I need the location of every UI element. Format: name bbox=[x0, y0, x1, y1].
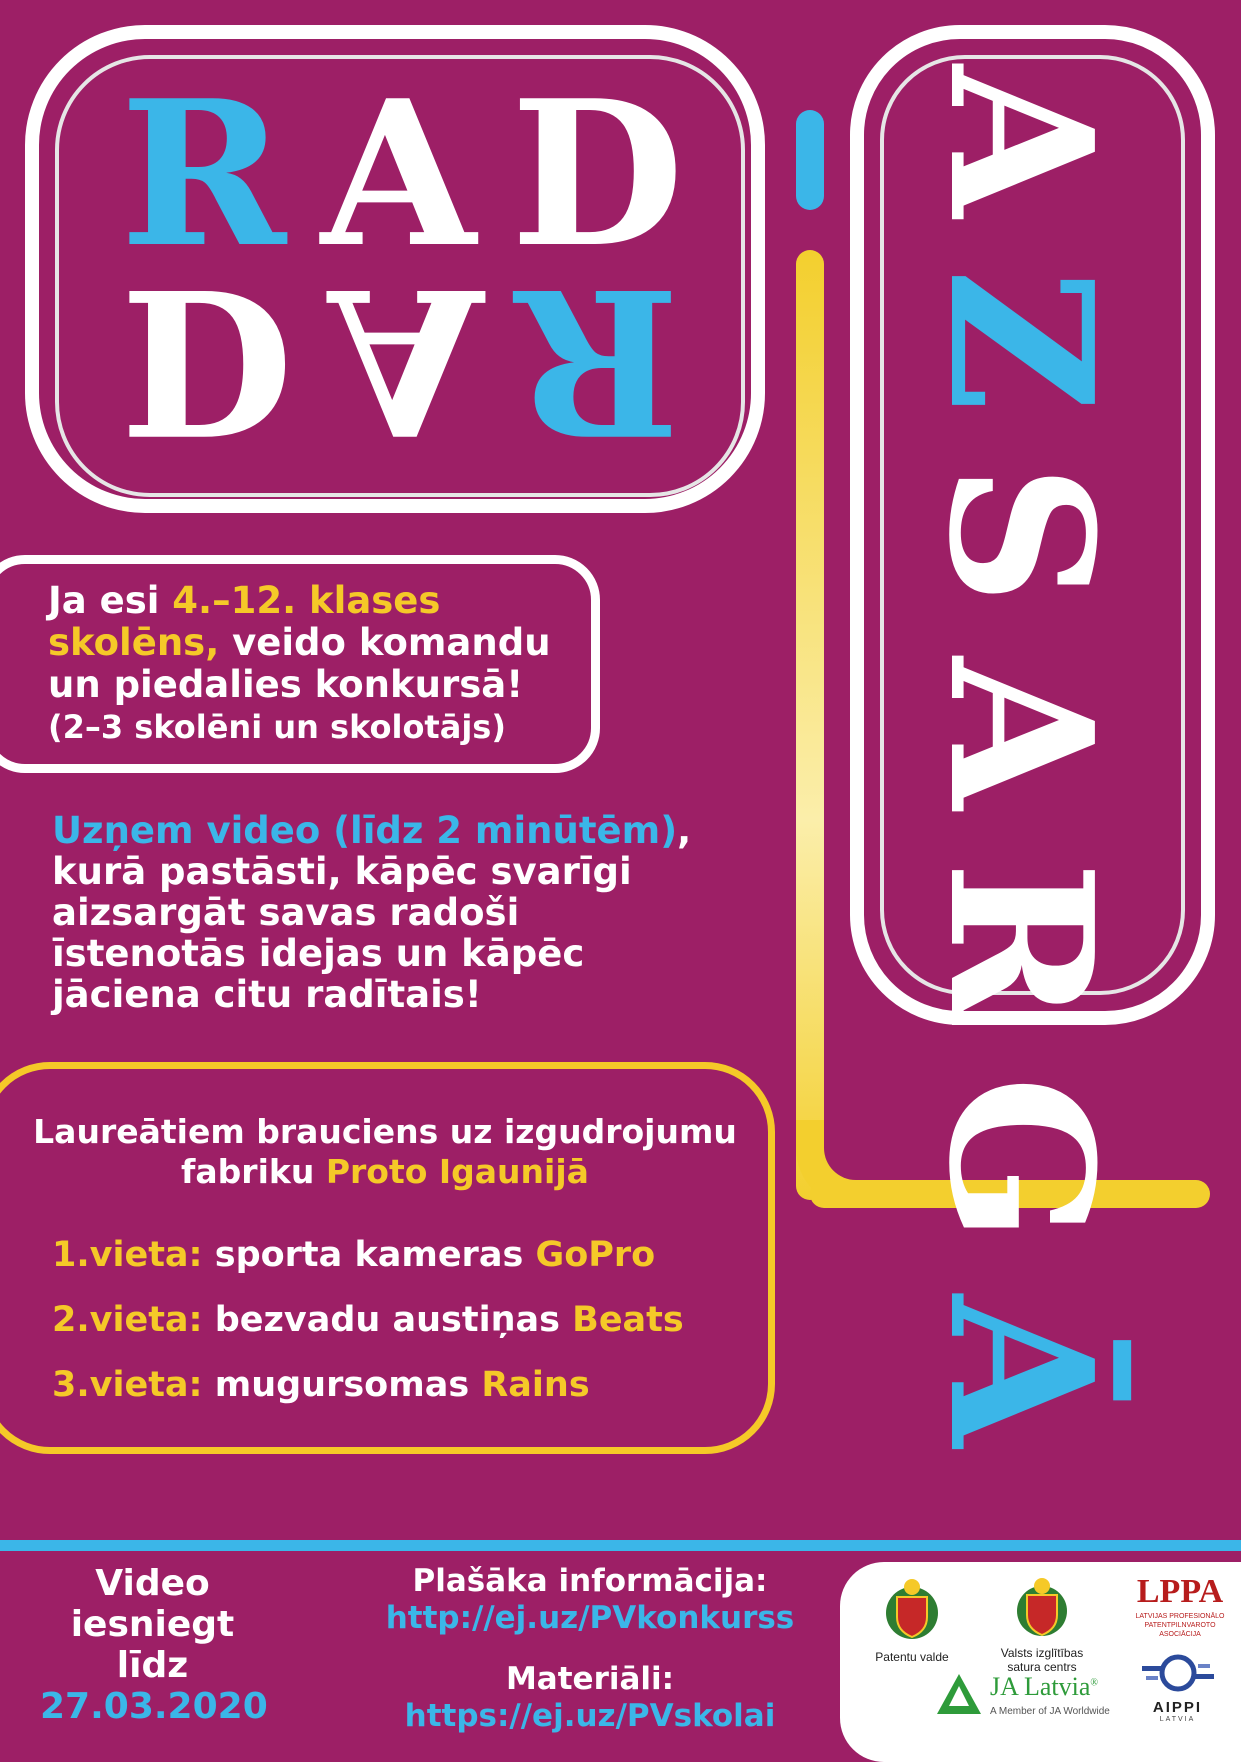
prize-item-2: 2.vieta: bezvadu austiņas Beats bbox=[52, 1300, 684, 1340]
title-letter-d: D bbox=[510, 57, 680, 292]
blue-dot-line bbox=[796, 110, 824, 210]
materials-link[interactable]: https://ej.uz/PVskolai bbox=[404, 1698, 776, 1734]
title-letter-a-mirrored: A bbox=[328, 243, 480, 478]
coat-of-arms-icon bbox=[1007, 1575, 1077, 1641]
aippi-emblem-icon bbox=[1138, 1652, 1218, 1694]
video-line-5: jāciena citu radītais! bbox=[52, 973, 482, 1016]
intro-text bbox=[48, 580, 568, 748]
prize-item-1: 1.vieta: sporta kameras GoPro bbox=[52, 1235, 656, 1275]
vertical-letter: G bbox=[905, 1075, 1135, 1242]
lppa-logo: LPPA LATVIJAS PROFESIONĀLO PATENTPILNVAROTO ASOCIĀCIJA bbox=[1135, 1573, 1225, 1638]
intro-line-2: skolēns, veido komandu bbox=[48, 621, 551, 664]
title-dar-mirrored bbox=[120, 243, 680, 478]
info-label: Plašāka informācija: bbox=[412, 1563, 768, 1599]
title-letter-d-mirrored: D bbox=[120, 243, 290, 478]
video-line-4: īstenotās idejas un kāpēc bbox=[52, 932, 585, 975]
intro-line-3: un piedalies konkursā! bbox=[48, 663, 524, 706]
video-line-2: kurā pastāsti, kāpēc svarīgi bbox=[52, 850, 632, 893]
vertical-letter: R bbox=[905, 860, 1135, 1022]
patentu-valde-logo: Patentu valde bbox=[862, 1575, 962, 1664]
vertical-letter: A bbox=[905, 657, 1135, 808]
visc-logo: Valsts izglītības satura centrs bbox=[992, 1575, 1092, 1674]
info-block bbox=[380, 1563, 800, 1735]
video-line-3: aizsargāt savas radoši bbox=[52, 891, 520, 934]
ja-tree-icon bbox=[935, 1672, 983, 1716]
deadline-date: 27.03.2020 bbox=[40, 1686, 268, 1727]
prizes-heading: Laureātiem brauciens uz izgudrojumu fabriku Proto Igaunijā bbox=[33, 1112, 737, 1191]
title-letter-a: A bbox=[320, 57, 472, 292]
yellow-vertical-line bbox=[796, 250, 824, 1200]
intro-line-1: Ja esi 4.–12. klases bbox=[48, 579, 441, 622]
video-paragraph bbox=[52, 810, 732, 1015]
intro-line-4: (2–3 skolēni un skolotājs) bbox=[48, 708, 506, 746]
vertical-letter: A bbox=[905, 65, 1135, 216]
prize-item-3: 3.vieta: mugursomas Rains bbox=[52, 1365, 590, 1405]
title-letter-r-mirrored: R bbox=[517, 243, 680, 478]
coat-of-arms-icon bbox=[877, 1575, 947, 1645]
vertical-word-aizsarga bbox=[905, 65, 1135, 1445]
info-link[interactable]: http://ej.uz/PVkonkurss bbox=[385, 1600, 795, 1636]
video-line-1: Uzņem video (līdz 2 minūtēm), bbox=[52, 809, 692, 852]
vertical-letter: Ā bbox=[905, 1294, 1135, 1445]
aippi-logo: AIPPI LATVIA bbox=[1130, 1652, 1225, 1723]
materials-label: Materiāli: bbox=[505, 1661, 675, 1697]
vertical-letter: Z bbox=[905, 268, 1135, 410]
footer-divider bbox=[0, 1540, 1241, 1551]
deadline-block: Video iesniegt līdz 27.03.2020 bbox=[40, 1563, 268, 1727]
vertical-letter: S bbox=[905, 463, 1135, 604]
title-letter-r: R bbox=[120, 57, 283, 292]
